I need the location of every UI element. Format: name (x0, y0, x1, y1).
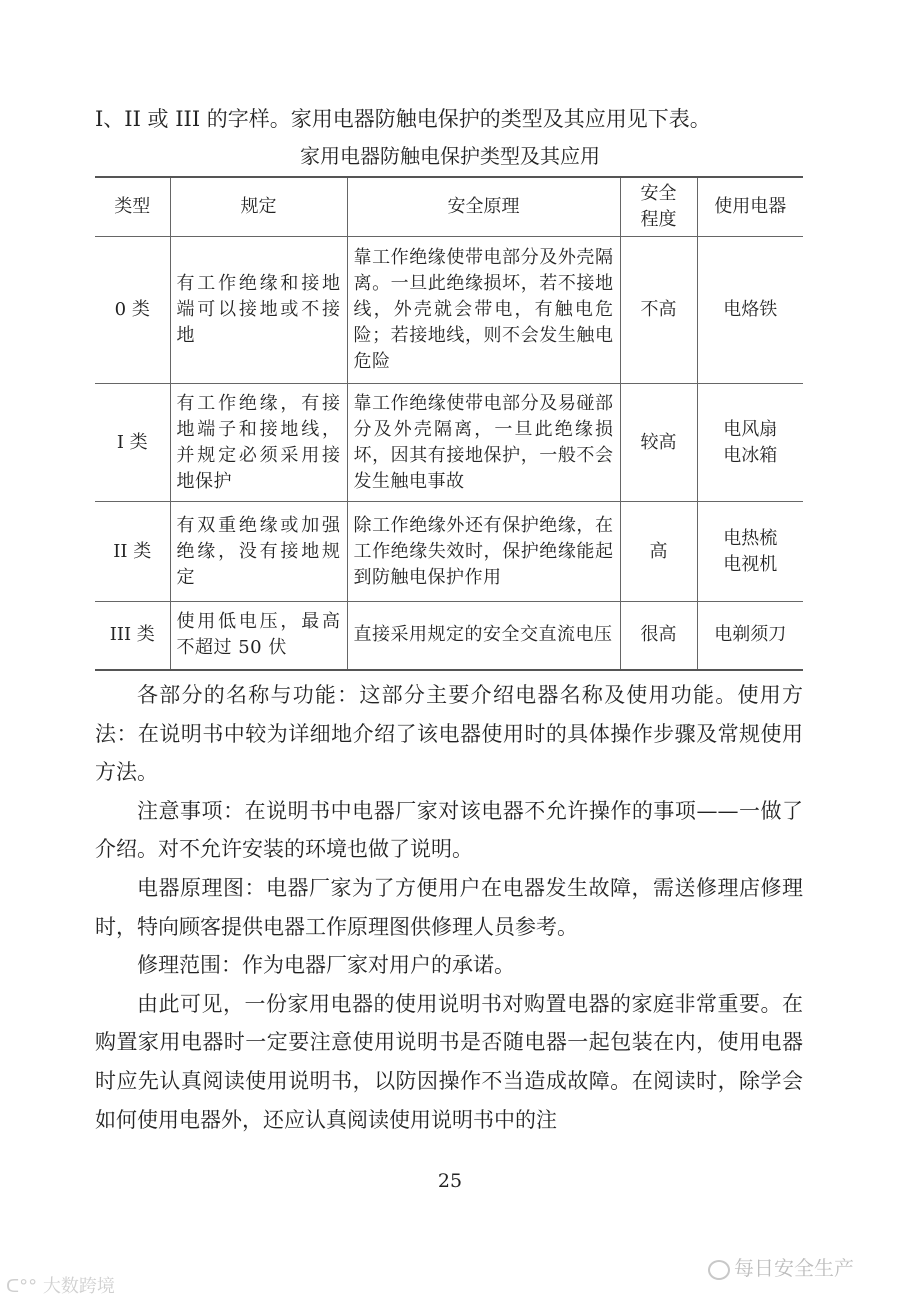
table-row (95, 502, 803, 602)
appliance: 电视机 (723, 553, 778, 575)
appliance: 电风扇 (723, 418, 778, 440)
appliances-cell (697, 602, 803, 670)
paragraph: 电器原理图：电器厂家为了方便用户在电器发生故障，需送修理店修理时，特向顾客提供电器工作原理图供修理人员参考。 (95, 875, 803, 939)
wechat-icon (708, 1260, 730, 1280)
table-caption: 家用电器防触电保护类型及其应用 (300, 144, 600, 168)
table-header-row (95, 177, 803, 237)
appliance: 电剃须刀 (714, 624, 787, 646)
table-row (95, 384, 803, 502)
header-rule: 规定 (170, 177, 347, 237)
rule-cell: 有双重绝缘或加强绝缘，没有接地规定 (170, 502, 347, 602)
protection-types-table (95, 176, 803, 671)
header-type: 类型 (95, 177, 170, 237)
header-appliances: 使用电器 (697, 177, 803, 237)
table-row (95, 237, 803, 384)
page-number: 25 (437, 1170, 463, 1192)
paragraph: 修理范围：作为电器厂家对用户的承诺。 (137, 953, 515, 978)
watermark-logo-icon: ᑕ°° (6, 1276, 38, 1297)
appliance: 电热梳 (723, 527, 778, 549)
watermark-right (708, 1252, 854, 1281)
type-cell: II 类 (95, 502, 170, 602)
intro-line: I、II 或 III 的字样。家用电器防触电保护的类型及其应用见下表。 (95, 107, 711, 131)
watermark-left (6, 1272, 115, 1298)
header-level-text: 安全程度 (640, 183, 677, 230)
paragraph: 注意事项：在说明书中电器厂家对该电器不允许操作的事项——一做了介绍。对不允许安装的环境也做了说明。 (95, 798, 803, 862)
paragraph: 各部分的名称与功能：这部分主要介绍电器名称及使用功能。使用方法：在说明书中较为详细地介绍了该电器使用时的具体操作步骤及常规使用方法。 (95, 683, 803, 785)
header-level (620, 177, 697, 237)
header-principle: 安全原理 (347, 177, 620, 237)
appliance: 电冰箱 (723, 444, 778, 466)
body-text (95, 676, 803, 1139)
paragraph: 由此可见，一份家用电器的使用说明书对购置电器的家庭非常重要。在购置家用电器时一定要注意使用说明书是否随电器一起包装在内，使用电器时应先认真阅读使用说明书，以防因操作不当造成故障。在阅读时，除学会如何使用电器外，还应认真阅读使用说明书中的注 (95, 991, 803, 1132)
watermark-left-text: 大数跨境 (42, 1276, 115, 1297)
principle-cell: 靠工作绝缘使带电部分及易碰部分及外壳隔离，一旦此绝缘损坏，因其有接地保护，一般不会发生触电事故 (347, 384, 620, 502)
rule-cell: 有工作绝缘，有接地端子和接地线，并规定必须采用接地保护 (170, 384, 347, 502)
principle-cell: 直接采用规定的安全交直流电压 (347, 602, 620, 670)
principle-cell: 除工作绝缘外还有保护绝缘，在工作绝缘失效时，保护绝缘能起到防触电保护作用 (347, 502, 620, 602)
level-cell: 不高 (620, 237, 697, 384)
appliances-cell (697, 237, 803, 384)
level-cell: 很高 (620, 602, 697, 670)
appliances-cell (697, 502, 803, 602)
type-cell: III 类 (95, 602, 170, 670)
level-cell: 较高 (620, 384, 697, 502)
appliances-cell (697, 384, 803, 502)
rule-cell: 有工作绝缘和接地端可以接地或不接地 (170, 237, 347, 384)
principle-cell: 靠工作绝缘使带电部分及外壳隔离。一旦此绝缘损坏，若不接地线，外壳就会带电，有触电危险；若接地线，则不会发生触电危险 (347, 237, 620, 384)
type-cell: I 类 (95, 384, 170, 502)
rule-cell: 使用低电压，最高不超过 50 伏 (170, 602, 347, 670)
level-cell: 高 (620, 502, 697, 602)
type-cell: 0 类 (95, 237, 170, 384)
watermark-right-text: 每日安全生产 (734, 1256, 854, 1280)
table-row (95, 602, 803, 670)
appliance: 电烙铁 (723, 299, 778, 320)
